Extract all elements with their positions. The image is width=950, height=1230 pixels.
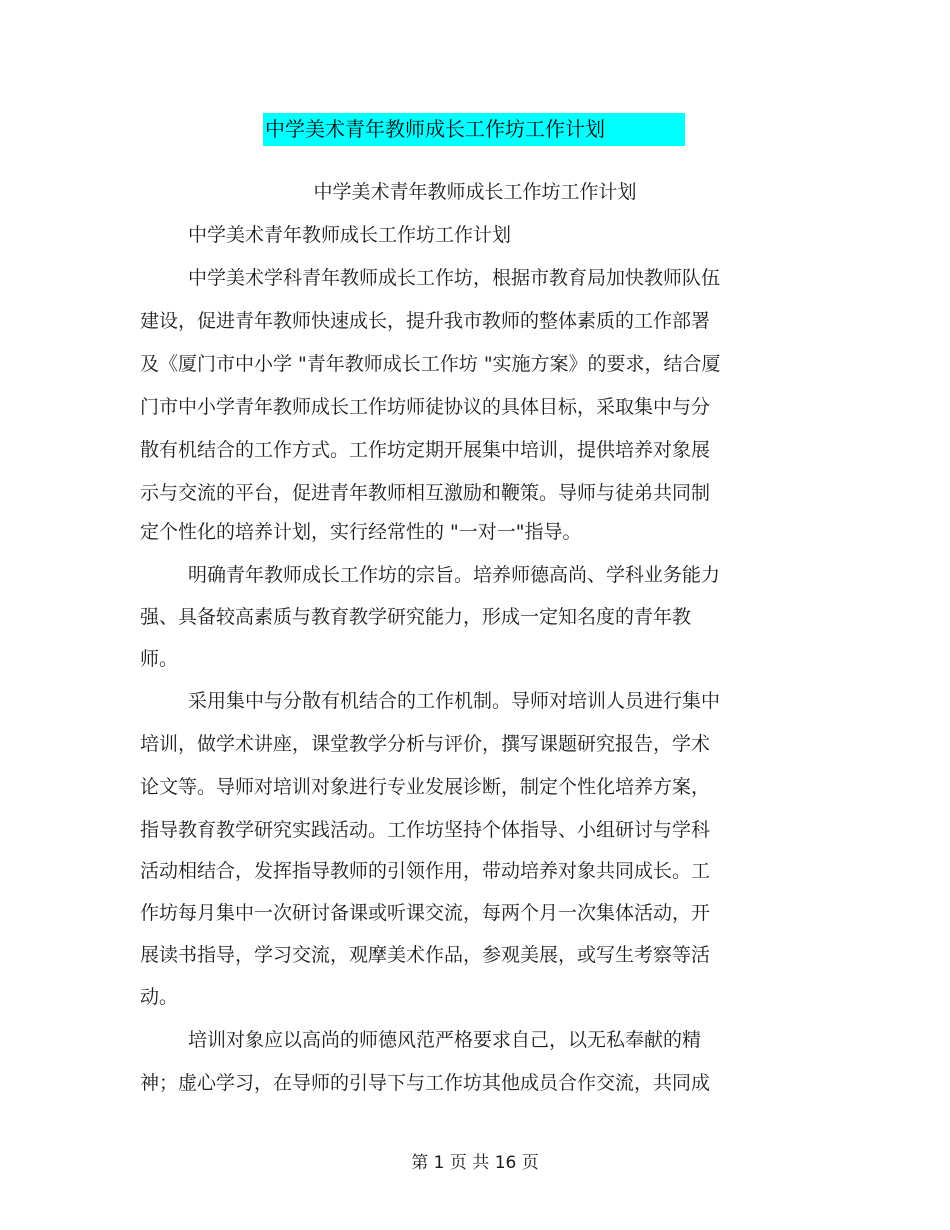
text-line: 及《厦门市中小学 "青年教师成长工作坊 "实施方案》的要求，结合厦 — [140, 353, 721, 375]
text-line: 动。 — [140, 986, 179, 1008]
document-subtitle: 中学美术青年教师成长工作坊工作计划 — [313, 181, 637, 203]
text-line: 定个性化的培养计划，实行经常性的 "一对一"指导。 — [140, 521, 582, 543]
text-line: 强、具备较高素质与教育教学研究能力，形成一定知名度的青年教 — [140, 606, 692, 628]
text-line: 活动相结合，发挥指导教师的引领作用，带动培养对象共同成长。工 — [140, 860, 711, 882]
text-line: 示与交流的平台，促进青年教师相互激励和鞭策。导师与徒弟共同制 — [140, 482, 711, 504]
page-number-footer: 第 1 页 共 16 页 — [411, 1153, 539, 1173]
text-line: 作坊每月集中一次研讨备课或听课交流，每两个月一次集体活动，开 — [140, 902, 711, 924]
text-line: 培训，做学术讲座，课堂教学分析与评价，撰写课题研究报告，学术 — [140, 733, 711, 755]
text-line: 论文等。导师对培训对象进行专业发展诊断，制定个性化培养方案， — [140, 776, 711, 798]
text-line: 师。 — [140, 648, 179, 670]
text-line: 中学美术青年教师成长工作坊工作计划 — [188, 224, 512, 246]
text-line: 神；虚心学习，在导师的引导下与工作坊其他成员合作交流，共同成 — [140, 1072, 711, 1094]
text-line: 展读书指导，学习交流，观摩美术作品，参观美展，或写生考察等活 — [140, 944, 711, 966]
text-line: 指导教育教学研究实践活动。工作坊坚持个体指导、小组研讨与学科 — [140, 819, 711, 841]
text-line: 培训对象应以高尚的师德风范严格要求自己，以无私奉献的精 — [188, 1029, 702, 1051]
text-line: 采用集中与分散有机结合的工作机制。导师对培训人员进行集中 — [188, 690, 721, 712]
text-line: 建设，促进青年教师快速成长，提升我市教师的整体素质的工作部署 — [140, 310, 711, 332]
text-line: 中学美术学科青年教师成长工作坊，根据市教育局加快教师队伍 — [188, 267, 721, 289]
text-line: 明确青年教师成长工作坊的宗旨。培养师德高尚、学科业务能力 — [188, 564, 721, 586]
text-line: 散有机结合的工作方式。工作坊定期开展集中培训，提供培养对象展 — [140, 439, 711, 461]
document-title: 中学美术青年教师成长工作坊工作计划 — [263, 113, 685, 146]
text-line: 门市中小学青年教师成长工作坊师徒协议的具体目标，采取集中与分 — [140, 396, 711, 418]
